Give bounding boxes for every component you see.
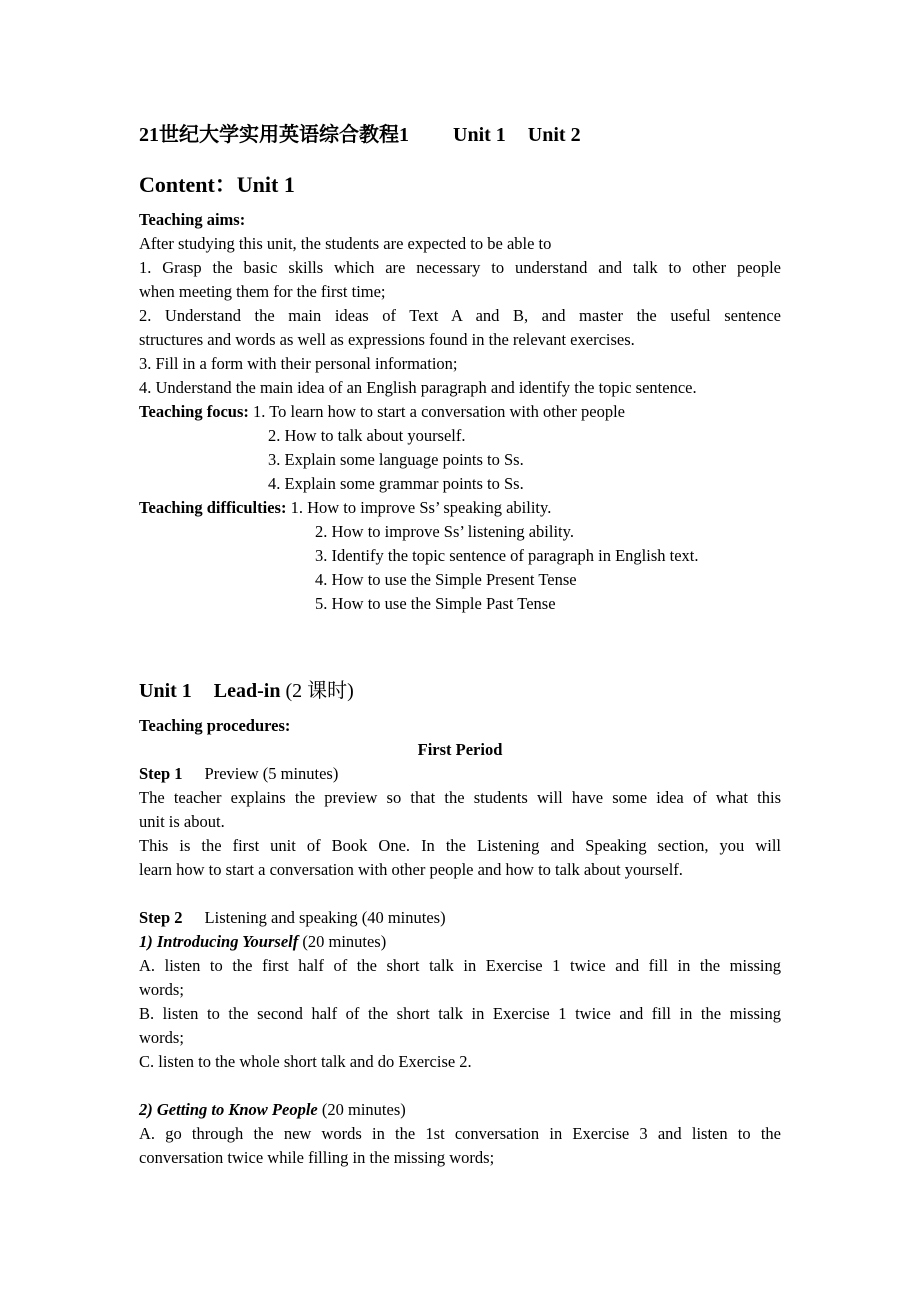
difficulty-item-4: 4. How to use the Simple Present Tense [315, 570, 577, 589]
step-1-paragraph-2-line-1: This is the first unit of Book One. In the Listening and Speaking section, you will [139, 836, 781, 855]
aims-item-2-line-2: structures and words as well as expressions found in the relevant exercises. [139, 330, 635, 349]
unit-1-label: Unit 1 [453, 124, 506, 146]
step-1-title: Preview (5 minutes) [204, 764, 339, 783]
aims-item-1-line-1: 1. Grasp the basic skills which are necessary to understand and talk to other people [139, 258, 781, 277]
subsection-2-title: 2) Getting to Know People [139, 1100, 318, 1119]
step-1-row [139, 762, 338, 786]
subsection-1-title: 1) Introducing Yourself [139, 932, 299, 951]
leadin-periods: (2 课时) [285, 680, 354, 702]
subsection-1-time: (20 minutes) [298, 932, 387, 951]
teaching-focus-heading: Teaching focus: [139, 402, 249, 421]
teaching-difficulties-heading: Teaching difficulties: [139, 498, 287, 517]
teaching-procedures-heading: Teaching procedures: [139, 716, 291, 735]
teaching-difficulties-row [139, 496, 551, 520]
document-header [139, 123, 581, 147]
step-1-paragraph-1-line-1: The teacher explains the preview so that the students will have some idea of what this [139, 788, 781, 807]
step-2-row [139, 906, 446, 930]
unit-2-label: Unit 2 [527, 124, 581, 146]
course-title: 21世纪大学实用英语综合教程1 [139, 124, 409, 146]
content-title: Content：Unit 1 [139, 172, 295, 197]
subsection-1-row [139, 930, 386, 954]
aims-intro: After studying this unit, the students are expected to be able to [139, 234, 552, 253]
step-1-paragraph-2-line-2: learn how to start a conversation with other people and how to talk about yourself. [139, 860, 683, 879]
teaching-focus-row [139, 400, 625, 424]
subsection-2-time: (20 minutes) [317, 1100, 406, 1119]
step-2-label: Step 2 [139, 908, 183, 927]
leadin-unit: Unit 1 [139, 680, 192, 702]
leadin-title: Lead-in [213, 680, 281, 702]
teaching-aims-heading: Teaching aims: [139, 210, 246, 229]
aims-item-4: 4. Understand the main idea of an English paragraph and identify the topic sentence. [139, 378, 697, 397]
subsection-1-b-line-2: words; [139, 1028, 184, 1047]
focus-item-2: 2. How to talk about yourself. [268, 426, 466, 445]
step-1-label: Step 1 [139, 764, 183, 783]
leadin-heading [139, 676, 354, 706]
aims-item-3: 3. Fill in a form with their personal information; [139, 354, 458, 373]
difficulty-item-1: 1. How to improve Ss’ speaking ability. [290, 498, 552, 517]
difficulty-item-3: 3. Identify the topic sentence of paragraph in English text. [315, 546, 699, 565]
subsection-2-a-line-2: conversation twice while filling in the missing words; [139, 1148, 495, 1167]
subsection-1-a-line-1: A. listen to the first half of the short talk in Exercise 1 twice and fill in the missing [139, 956, 781, 975]
step-2-title: Listening and speaking (40 minutes) [204, 908, 446, 927]
subsection-2-row [139, 1098, 406, 1122]
aims-item-2-line-1: 2. Understand the main ideas of Text A and B, and master the useful sentence [139, 306, 781, 325]
focus-item-4: 4. Explain some grammar points to Ss. [268, 474, 524, 493]
focus-item-3: 3. Explain some language points to Ss. [268, 450, 524, 469]
subsection-1-c: C. listen to the whole short talk and do Exercise 2. [139, 1052, 472, 1071]
subsection-1-a-line-2: words; [139, 980, 184, 999]
difficulty-item-2: 2. How to improve Ss’ listening ability. [315, 522, 574, 541]
difficulty-item-5: 5. How to use the Simple Past Tense [315, 594, 556, 613]
subsection-2-a-line-1: A. go through the new words in the 1st conversation in Exercise 3 and listen to the [139, 1124, 781, 1143]
focus-item-1: 1. To learn how to start a conversation with other people [253, 402, 625, 421]
first-period-heading: First Period [417, 740, 503, 759]
subsection-1-b-line-1: B. listen to the second half of the short talk in Exercise 1 twice and fill in the missing [139, 1004, 781, 1023]
aims-item-1-line-2: when meeting them for the first time; [139, 282, 386, 301]
step-1-paragraph-1-line-2: unit is about. [139, 812, 225, 831]
